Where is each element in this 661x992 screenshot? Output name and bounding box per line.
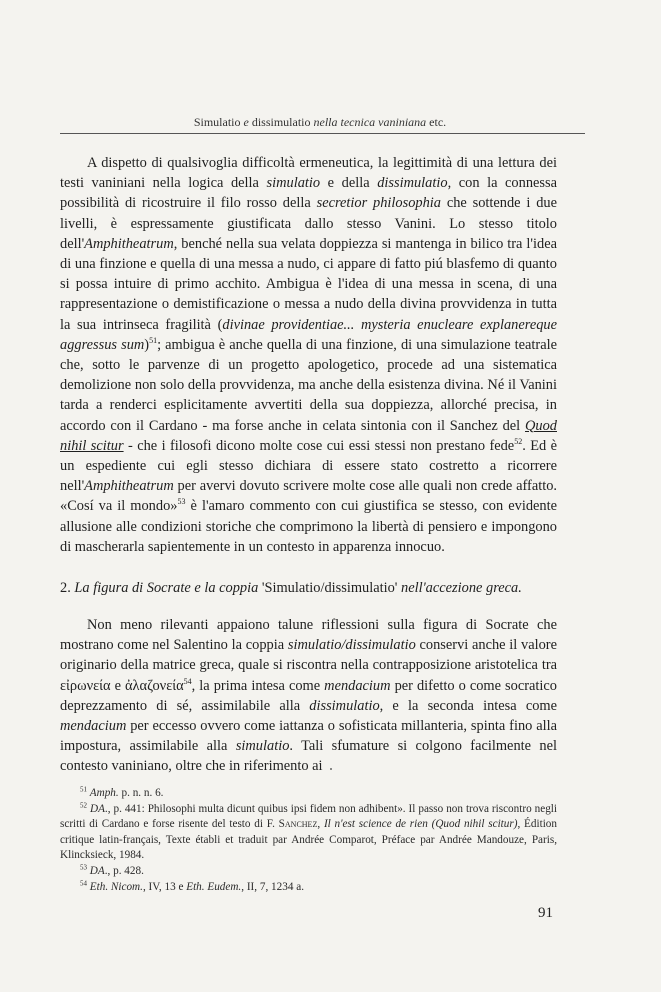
running-head-part: etc.: [429, 115, 447, 129]
text-run-italic: simulatio: [266, 175, 321, 192]
text-run-italic: Quod nihil scitur: [60, 417, 557, 454]
footnote-text: , II, 7, 1234 a.: [241, 880, 304, 893]
footnote-number: 52: [80, 800, 87, 809]
text-run: per difetto o come socratico deprezzamento di sé, assimilabile alla: [60, 677, 557, 714]
footnote-ref: 51: [149, 336, 158, 346]
text-run: , la prima intesa come: [191, 677, 325, 694]
text-run-italic: simulatio: [235, 738, 290, 755]
footnote-text: ,: [317, 818, 324, 831]
footnote-52: [60, 802, 557, 864]
footnote-ref: 53: [177, 497, 186, 507]
footnote-text: ., p. 428.: [104, 864, 144, 877]
text-run: , e la seconda intesa come: [379, 697, 557, 714]
body-paragraph-2: [60, 615, 557, 777]
footnote-ref: 52: [514, 437, 523, 447]
footnote-number: 53: [80, 863, 87, 872]
running-head-part: nella tecnica vaniniana: [313, 115, 427, 129]
footnote-51: [60, 786, 557, 802]
running-head-part: dissimulatio: [251, 115, 311, 129]
footnote-text: , IV, 13 e: [142, 880, 187, 893]
text-run: ): [144, 336, 150, 353]
footnote-54: [60, 880, 557, 896]
footnotes: [60, 786, 557, 895]
text-run-italic: dissimulatio: [377, 175, 448, 192]
footnote-text: ., p. 441: Philosophi multa dicunt quibus ipsi fidem non adhibent». Il passo non trova riscontro negli scritti di Cardano e forse risente del testo di F.: [60, 802, 558, 831]
page-number: 91: [538, 905, 553, 921]
text-run: è l'amaro commento con cui giustifica se stesso, con evidente allusione alle condizioni storiche che comprimono la libertà di pensiero e impongono di mascherarla sapientemente in un contesto in apparenza innocuo.: [60, 498, 557, 555]
footnote-italic: Eth. Eudem.: [186, 880, 242, 893]
text-run-italic: secretior philosophia: [316, 195, 441, 212]
heading-italic: nell'accezione greca.: [401, 580, 522, 596]
footnote-italic: DA: [89, 864, 105, 877]
text-run-italic: mendacium: [324, 677, 391, 694]
footnote-text: , Édition critique latin-français, Texte établi et traduit par Andrée Comparot, Préface par Andrée Mandouze, Paris, Klincksieck, 1984.: [60, 818, 557, 862]
text-run: , benché nella sua velata doppiezza si mantenga in bilico tra l'idea di una finzione e quella di una messa a nudo, ci appare di fatto piú blasfemo di quanto si possa intuire di primo acchito. Ambigua è l'idea di una messa in scena, di una rappresentazione o demistificazione o messa a nudo della divina provvidenza in tutta la sua intrinseca fragilità (: [60, 235, 557, 333]
footnote-text: p. n. n. 6.: [118, 787, 164, 799]
footnote-ref: 54: [183, 676, 192, 686]
text-run-italic: dissimulatio: [309, 697, 380, 714]
text-run: per eccesso ovvero come iattanza o sofisticata millanteria, spinta fino alla impostura, assimilabile alla: [60, 718, 557, 755]
footnote-italic: Eth. Nicom.: [89, 880, 143, 893]
text-run-italic: Amphitheatrum: [84, 235, 174, 252]
footnote-number: 54: [80, 878, 87, 887]
running-head-part: Simulatio: [193, 115, 241, 129]
running-head-part: e: [243, 115, 249, 129]
footnote-53: [60, 864, 557, 880]
text-run: - che i filosofi dicono molte cose cui essi stessi non prestano fede: [123, 437, 515, 454]
text-run-italic: divinae providentiae... mysteria enucleare explanereque aggressus sum: [60, 316, 557, 353]
text-run-italic: Amphitheatrum: [84, 478, 174, 495]
text-run-italic: mendacium: [60, 718, 127, 735]
heading-roman: 'Simulatio/dissimulatio': [261, 580, 398, 596]
ink-speck: [330, 768, 332, 770]
footnote-italic: DA: [89, 802, 105, 815]
text-run: per avervi dovuto scrivere molte cose alle quali non crede affatto. «Cosí va il mondo»: [60, 478, 557, 515]
text-run: conservi anche il valore originario della matrice greca, quale si riscontra nella contrapposizione aristotelica tra εἰρωνεία e ἀλαζονεία: [60, 637, 557, 694]
text-run: Non meno rilevanti appaiono talune riflessioni sulla figura di Socrate che mostrano come nel Salentino la coppia: [60, 617, 557, 654]
text-run: A dispetto di qualsivoglia difficoltà ermeneutica, la legittimità di una lettura dei testi vaniniani nella logica della: [60, 155, 557, 192]
text-run: , con la connessa possibilità di ricostruire il filo rosso della: [60, 175, 557, 212]
text-run: . Tali sfumature si colgono facilmente nel contesto vaniniano, oltre che in riferimento ai: [60, 738, 557, 775]
header-rule: [60, 133, 585, 134]
text-run: e della: [320, 175, 378, 192]
text-run-italic: simulatio/dissimulatio: [287, 637, 416, 654]
text-run: che sottende i due livelli, è espressamente giustificata dallo stesso Vanini. Lo stesso titolo dell': [60, 195, 557, 252]
footnote-italic: Il n'est science de rien (Quod nihil scitur): [323, 818, 518, 831]
section-number: 2.: [60, 580, 71, 596]
section-heading: [60, 580, 557, 597]
text-run: ; ambigua è anche quella di una finzione, di una simulazione teatrale che, sotto le parvenze di un progetto apologetico, procede ad una sistematica demolizione non solo della provvidenza, ma anche della esistenza divina. Né il Vanini tarda a renderci esplicitamente avvertiti della sua doppiezza, allorché precisa, in accordo con il Cardano - ma forse anche in celata sintonia con il Sanchez del: [60, 336, 557, 434]
heading-italic: La figura di Socrate e la coppia: [74, 580, 259, 596]
footnote-number: 51: [80, 785, 87, 794]
footnote-italic: Amph.: [89, 787, 119, 799]
text-run: . Ed è un espediente cui egli stesso dichiara di essere stato costretto a ricorrere nell': [60, 437, 557, 495]
running-head: [60, 115, 580, 130]
body-paragraph-1: [60, 153, 557, 557]
footnote-smallcaps: Sanchez: [278, 818, 318, 831]
